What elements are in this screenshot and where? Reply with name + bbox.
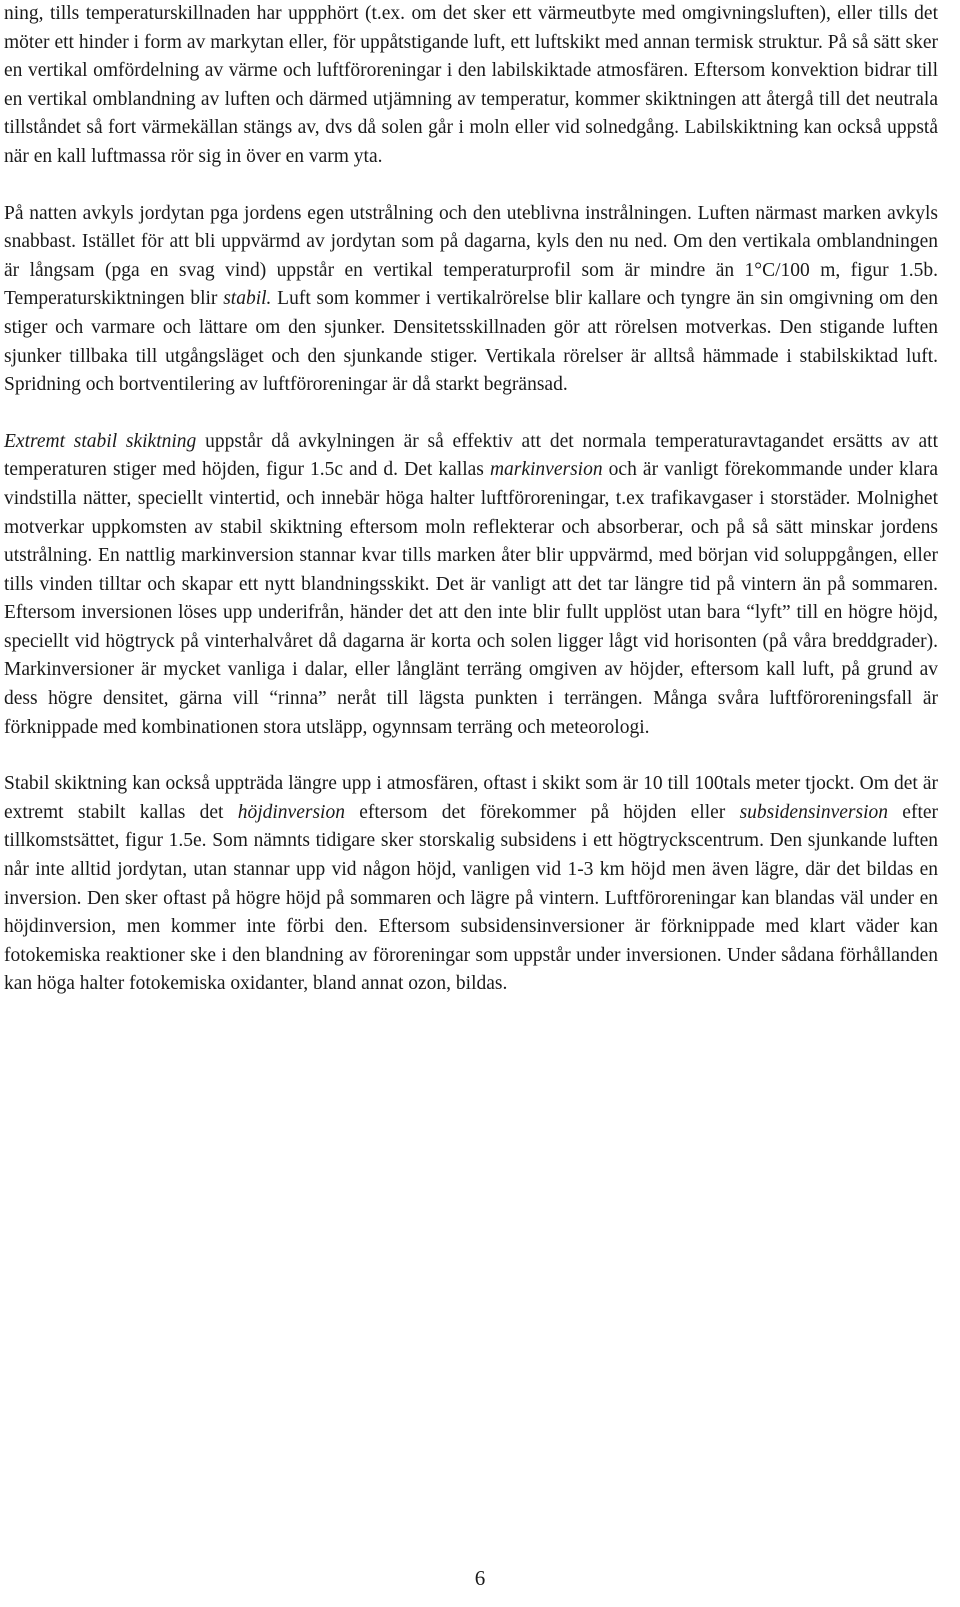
paragraph-markinversion [4, 428, 938, 743]
document-body [4, 0, 938, 999]
paragraph-labil-skiktning [4, 0, 938, 172]
italic-term: Extremt stabil skiktning [4, 430, 197, 452]
italic-term: höjdinversion [237, 801, 345, 823]
paragraph-text: Stabil skiktning kan också uppträda längre upp i atmosfären, oftast i skikt som är 10 till 100tals meter tjockt. Om det är extremt stabilt kallas det [4, 773, 938, 823]
italic-term: subsidensinversion [739, 801, 888, 823]
italic-term: markinversion [489, 459, 603, 481]
page-number: 6 [474, 1566, 486, 1590]
paragraph-text: På natten avkyls jordytan pga jordens egen utstrålning och den uteblivna instrålningen. Luften närmast marken avkyls snabbast. Istället för att bli uppvärmd av jordytan som på dagarna, kyls den nu ned. Om den vertikala omblandningen är långsam (pga en svag vind) uppstår en vertikal temperaturprofil som är mindre än 1°C/100 m, figur 1.5b. Temperaturskiktningen blir [4, 202, 938, 310]
paragraph-text: eftersom det förekommer på höjden eller [344, 801, 740, 823]
paragraph-text: uppstår då avkylningen är så effektiv att det normala temperaturavtagandet ersätts av att temperaturen stiger med höjden, figur 1.5c and d. Det kallas [4, 430, 938, 481]
paragraph-stabil-skiktning [4, 200, 938, 400]
paragraph-text: ning, tills temperaturskillnaden har uppphört (t.ex. om det sker ett värmeutbyte med omgivningsluften), eller tills det möter ett hinder i form av markytan eller, för uppåtstigande luft, ett luftskikt med annan termisk struktur. På så sätt sker en vertikal omfördelning av värme och luftföroreningar i den labilskiktade atmosfären. Eftersom konvektion bidrar till en vertikal omblandning av luften och därmed utjämning av temperatur, kommer skiktningen att återgå till det neutrala tillståndet så fort värmekällan stängs av, dvs då solen går i moln eller vid solnedgång. Labilskiktning kan också uppstå när en kall luftmassa rör sig in över en varm yta. [4, 3, 938, 167]
paragraph-text: Luft som kommer i vertikalrörelse blir kallare och tyngre än sin omgivning om den stiger och varmare och lättare om den sjunker. Densitetsskillnaden gör att rörelsen motverkas. Den stigande luften sjunker tillbaka till utgångsläget och den sjunkande stiger. Vertikala rörelser är alltså hämmade i stabilskiktad luft. Spridning och bortventilering av luftföroreningar är då starkt begränsad. [4, 288, 938, 396]
paragraph-text: efter tillkomstsättet, figur 1.5e. Som nämnts tidigare sker storskalig subsidens i ett högtryckscentrum. Den sjunkande luften når inte alltid jordytan, utan stannar upp vid någon höjd, vanligen vid 1-3 km höjd men även lägre, där det bildas en inversion. Den sker oftast på högre höjd på sommaren och lägre på vintern. Luftföroreningar kan blandas väl under en höjdinversion, men kommer inte förbi den. Eftersom subsidensinversioner är förknippade med klart väder kan fotokemiska reaktioner ske i den blandning av föroreningar som uppstår under inversionen. Under sådana förhållanden kan höga halter fotokemiska oxidanter, bland annat ozon, bildas. [4, 801, 939, 995]
paragraph-text: och är vanligt förekommande under klara vindstilla nätter, speciellt vintertid, och innebär höga halter luftföroreningar, t.ex trafikavgaser i storstäder. Molnighet motverkar uppkomsten av stabil skiktning eftersom moln reflekterar och absorberar, och på så sätt minskar jordens utstrålning. En nattlig markinversion stannar kvar tills marken åter blir uppvärmd, med början vid soluppgången, eller tills vinden tilltar och skapar ett nytt blandningsskikt. Det är vanligt att det tar längre tid på vintern än på sommaren. Eftersom inversionen löses upp underifrån, händer det att den inte blir fullt upplöst utan bara “lyft” till en högre höjd, speciellt vid högtryck på vinterhalvåret då dagarna är korta och solen ligger lågt vid horisonten (på våra breddgrader). Markinversioner är mycket vanliga i dalar, eller långlänt terräng omgiven av höjder, eftersom kall luft, på grund av dess högre densitet, gärna vill “rinna” neråt till lägsta punkten i terrängen. Många svåra luftföroreningsfall är förknippade med kombinationen stora utsläpp, ogynnsam terräng och meteorologi. [4, 459, 938, 738]
italic-term: stabil. [223, 288, 272, 310]
paragraph-hojdinversion [4, 770, 938, 999]
